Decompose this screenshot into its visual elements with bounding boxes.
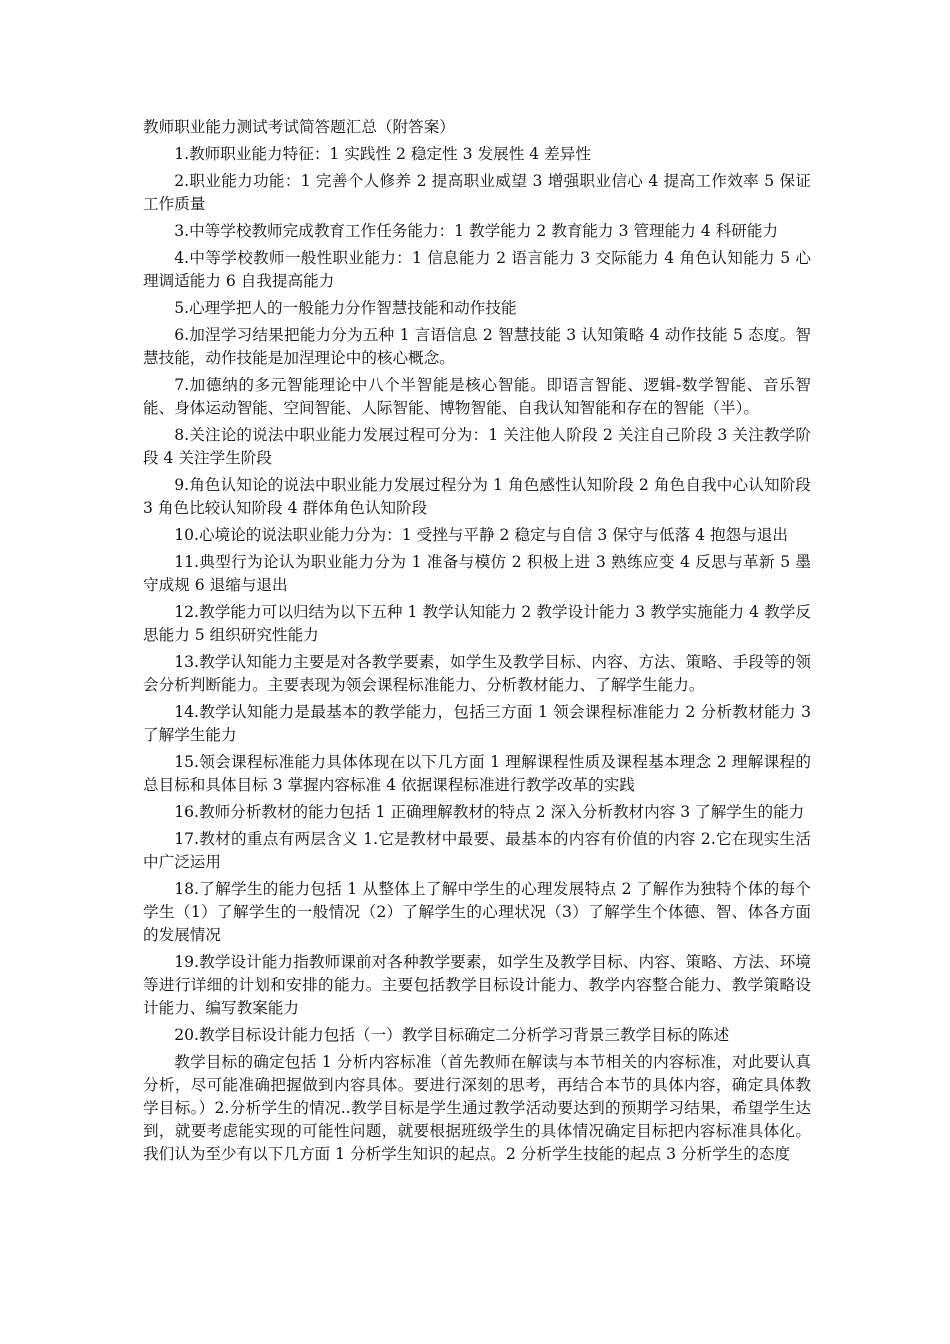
paragraph-17: 17.教材的重点有两层含义 1.它是教材中最要、最基本的内容有价值的内容 2.它在现实生活中广泛运用 — [143, 830, 811, 871]
paragraph-2: 2.职业能力功能：1 完善个人修养 2 提高职业威望 3 增强职业信心 4 提高工作效率 5 保证工作质量 — [143, 172, 811, 213]
paragraph-13: 13.教学认知能力主要是对各教学要素，如学生及教学目标、内容、方法、策略、手段等的领会分析判断能力。主要表现为领会课程标准能力、分析教材能力、了解学生能力。 — [143, 653, 811, 694]
paragraph-7: 7.加德纳的多元智能理论中八个半智能是核心智能。即语言智能、逻辑-数学智能、音乐智能、身体运动智能、空间智能、人际智能、博物智能、自我认知智能和存在的智能（半）。 — [143, 376, 811, 417]
paragraph-8: 8.关注论的说法中职业能力发展过程可分为：1 关注他人阶段 2 关注自己阶段 3 关注教学阶段 4 关注学生阶段 — [143, 426, 811, 467]
paragraph-21: 教学目标的确定包括 1 分析内容标准（首先教师在解读与本节相关的内容标准，对此要认真分析，尽可能准确把握做到内容具体。要进行深刻的思考，再结合本节的具体内容，确定具体教学目标。）2.分析学生的情况..教学目标是学生通过教学活动要达到的预期学习结果，希望学生达到，就要考虑能实现的可能性问题，就要根据班级学生的具体情况确定目标把内容标准具体化。我们认为至少有以下几方面 1 分析学生知识的起点。2 分析学生技能的起点 3 分析学生的态度 — [143, 1053, 811, 1163]
paragraph-9: 9.角色认知论的说法中职业能力发展过程分为 1 角色感性认知阶段 2 角色自我中心认知阶段 3 角色比较认知阶段 4 群体角色认知阶段 — [143, 476, 811, 517]
paragraph-15: 15.领会课程标准能力具体体现在以下几方面 1 理解课程性质及课程基本理念 2 理解课程的总目标和具体目标 3 掌握内容标准 4 依据课程标准进行教学改革的实践 — [143, 753, 811, 794]
paragraph-4: 4.中等学校教师一般性职业能力：1 信息能力 2 语言能力 3 交际能力 4 角色认知能力 5 心理调适能力 6 自我提高能力 — [143, 249, 811, 290]
paragraph-20: 20.教学目标设计能力包括（一）教学目标确定二分析学习背景三教学目标的陈述 — [174, 1026, 730, 1044]
paragraph-10: 10.心境论的说法职业能力分为：1 受挫与平静 2 稳定与自信 3 保守与低落 4 抱怨与退出 — [174, 526, 788, 544]
document-title: 教师职业能力测试考试简答题汇总（附答案） — [143, 118, 455, 136]
paragraph-3: 3.中等学校教师完成教育工作任务能力：1 教学能力 2 教育能力 3 管理能力 4 科研能力 — [174, 222, 779, 240]
paragraph-14: 14.教学认知能力是最基本的教学能力，包括三方面 1 领会课程标准能力 2 分析教材能力 3 了解学生能力 — [143, 703, 811, 744]
paragraph-12: 12.教学能力可以归结为以下五种 1 教学认知能力 2 教学设计能力 3 教学实施能力 4 教学反思能力 5 组织研究性能力 — [143, 603, 811, 644]
paragraph-1: 1.教师职业能力特征：1 实践性 2 稳定性 3 发展性 4 差异性 — [174, 145, 591, 163]
paragraph-16: 16.教师分析教材的能力包括 1 正确理解教材的特点 2 深入分析教材内容 3 了解学生的能力 — [174, 803, 805, 821]
paragraph-19: 19.教学设计能力指教师课前对各种教学要素，如学生及教学目标、内容、策略、方法、环境等进行详细的计划和安排的能力。主要包括教学目标设计能力、教学内容整合能力、教学策略设计能力、编写教案能力 — [143, 953, 811, 1017]
paragraph-18: 18.了解学生的能力包括 1 从整体上了解中学生的心理发展特点 2 了解作为独特个体的每个学生（1）了解学生的一般情况（2）了解学生的心理状况（3）了解学生个体德、智、体各方面的发展情况 — [143, 880, 811, 944]
paragraph-11: 11.典型行为论认为职业能力分为 1 准备与模仿 2 积极上进 3 熟练应变 4 反思与革新 5 墨守成规 6 退缩与退出 — [143, 553, 811, 594]
document-body — [143, 116, 811, 1170]
paragraph-6: 6.加涅学习结果把能力分为五种 1 言语信息 2 智慧技能 3 认知策略 4 动作技能 5 态度。智慧技能，动作技能是加涅理论中的核心概念。 — [143, 326, 811, 367]
paragraph-5: 5.心理学把人的一般能力分作智慧技能和动作技能 — [174, 299, 517, 317]
